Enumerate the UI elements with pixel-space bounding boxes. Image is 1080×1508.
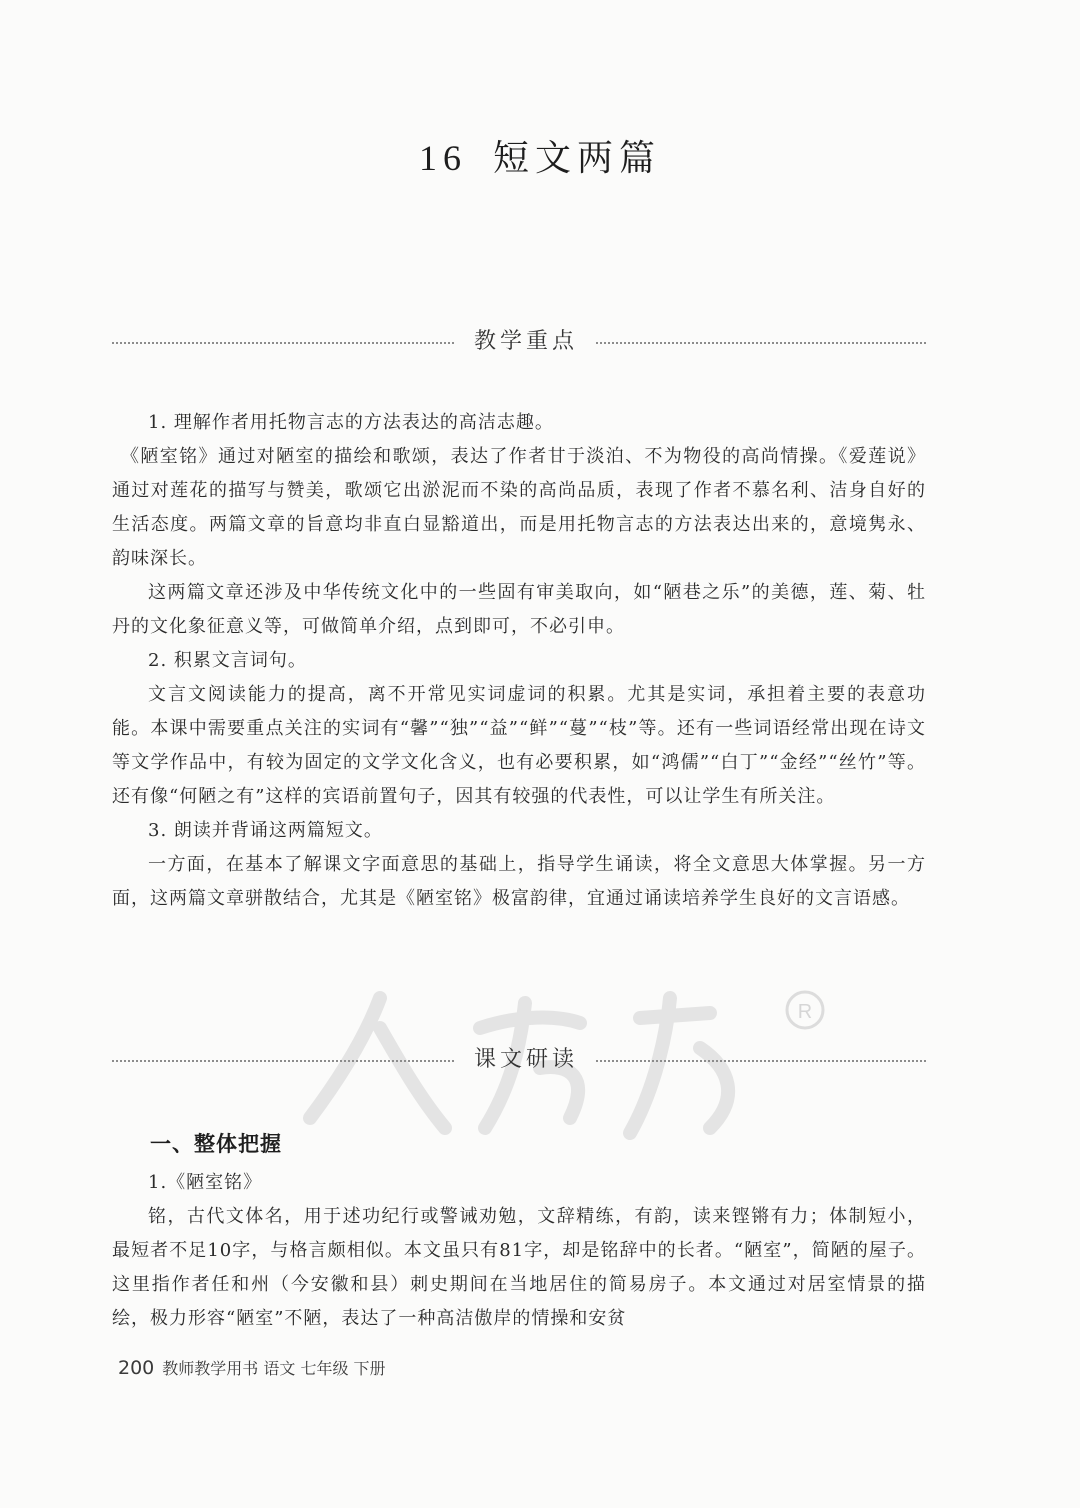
teaching-focus-body <box>112 406 926 916</box>
focus-paragraph: 一方面，在基本了解课文字面意思的基础上，指导学生诵读，将全文意思大体掌握。另一方面，这两篇文章骈散结合，尤其是《陋室铭》极富韵律，宜通过诵读培养学生良好的文言语感。 <box>112 854 926 909</box>
focus-item-3: 3. 朗读并背诵这两篇短文。 <box>148 820 383 841</box>
lesson-title <box>0 130 1080 190</box>
focus-paragraph: 《陋室铭》通过对陋室的描绘和歌颂，表达了作者甘于淡泊、不为物役的高尚情操。《爱莲说》通过对莲花的描写与赞美，歌颂它出淤泥而不染的高尚品质，表现了作者不慕名利、洁身自好的生活态度。两篇文章的旨意均非直白显豁道出，而是用托物言志的方法表达出来的，意境隽永、韵味深长。 <box>112 446 926 569</box>
focus-item-2: 2. 积累文言词句。 <box>148 650 307 671</box>
dotted-rule-left <box>112 342 454 344</box>
subheading-overall-grasp: 一、整体把握 <box>150 1132 282 1156</box>
section-heading-text-study <box>112 1040 926 1080</box>
lesson-number: 16 <box>418 138 467 178</box>
lesson-title-text: 短文两篇 <box>492 138 661 179</box>
study-item-1: 1.《陋室铭》 <box>148 1172 263 1193</box>
dotted-rule-right <box>596 342 926 344</box>
study-paragraph: 铭，古代文体名，用于述功纪行或警诫劝勉，文辞精练，有韵，读来铿锵有力；体制短小，最短者不足10字，与格言颇相似。本文虽只有81字，却是铭辞中的长者。“陋室”，简陋的屋子。这里指作者任和州（今安徽和县）刺史期间在当地居住的简易房子。本文通过对居室情景的描绘，极力形容“陋室”不陋，表达了一种高洁傲岸的情操和安贫 <box>112 1206 926 1329</box>
section-heading-teaching-focus <box>112 322 926 362</box>
page-number: 200 <box>118 1357 155 1379</box>
book-title: 教师教学用书 语文 七年级 下册 <box>162 1359 386 1378</box>
page-footer <box>118 1356 386 1379</box>
dotted-rule-left <box>112 1060 454 1062</box>
section-heading-label: 教学重点 <box>473 329 578 354</box>
focus-item-1: 1. 理解作者用托物言志的方法表达的高洁志趣。 <box>148 412 554 433</box>
focus-paragraph: 文言文阅读能力的提高，离不开常见实词虚词的积累。尤其是实词，承担着主要的表意功能。本课中需要重点关注的实词有“馨”“独”“益”“鲜”“蔓”“枝”等。还有一些词语经常出现在诗文等文学作品中，有较为固定的文学文化含义，也有必要积累，如“鸿儒”“白丁”“金经”“丝竹”等。还有像“何陋之有”这样的宾语前置句子，因其有较强的代表性，可以让学生有所关注。 <box>112 684 926 807</box>
text-study-body <box>112 1166 926 1336</box>
dotted-rule-right <box>596 1060 926 1062</box>
svg-text:R: R <box>797 1001 813 1023</box>
section-heading-label: 课文研读 <box>473 1047 578 1072</box>
focus-paragraph: 这两篇文章还涉及中华传统文化中的一些固有审美取向，如“陋巷之乐”的美德，莲、菊、牡丹的文化象征意义等，可做简单介绍，点到即可，不必引申。 <box>112 582 926 637</box>
